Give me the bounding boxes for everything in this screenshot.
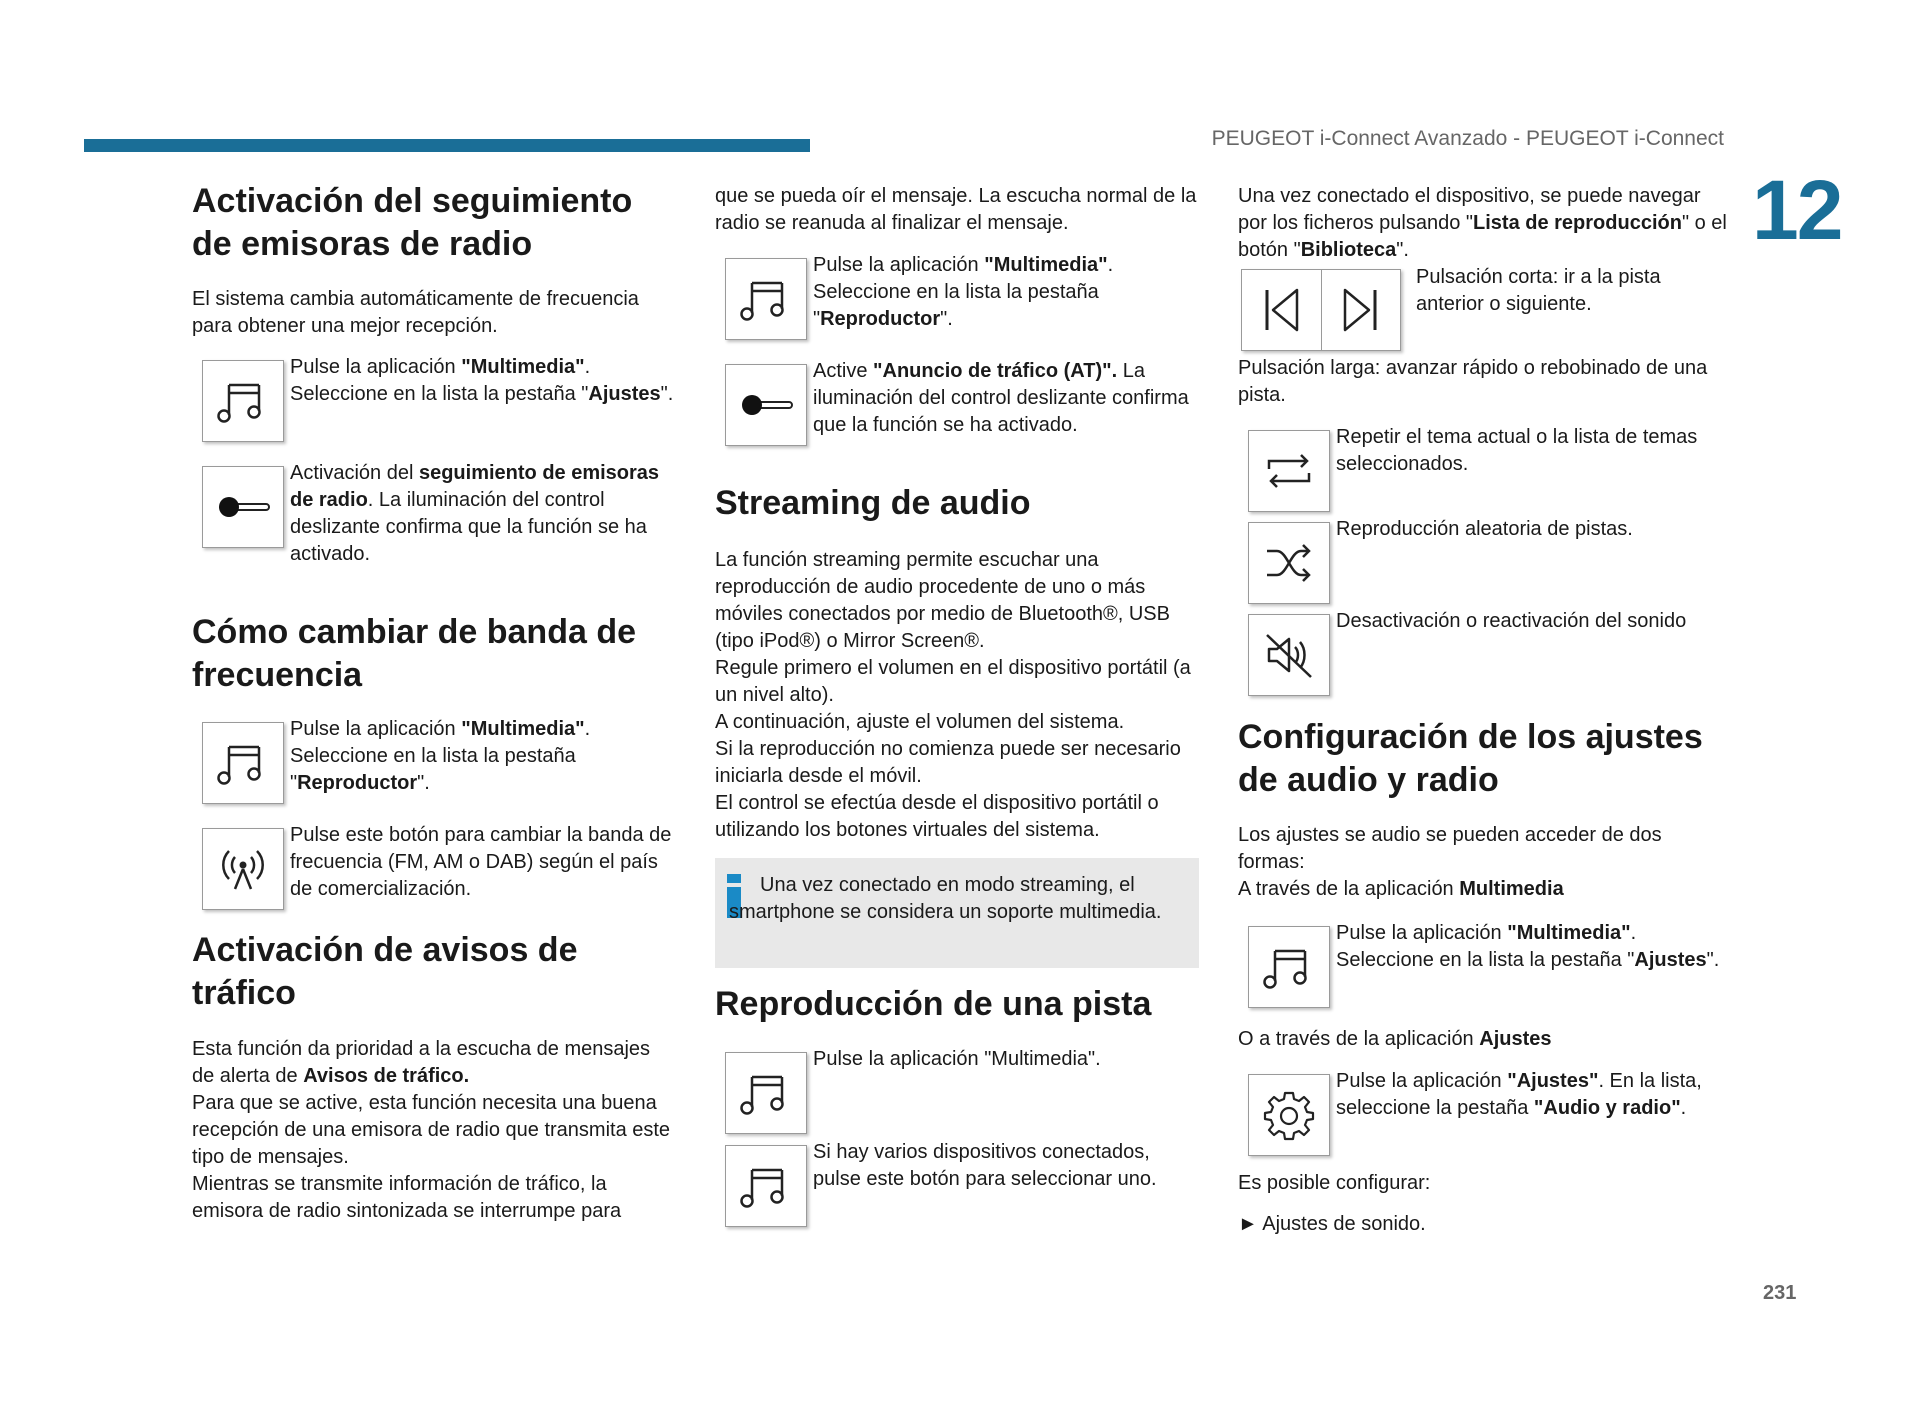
step-band-change: Pulse este botón para cambiar la banda de frecuencia (FM, AM o DAB) según el país de comercialización. <box>290 824 672 900</box>
heading-play-track: Reproducción de una pista <box>715 985 1152 1023</box>
info-box <box>715 858 1199 968</box>
chapter-number: 12 <box>1752 163 1842 257</box>
step-activate-radio-tracking <box>290 460 675 568</box>
header-accent-bar <box>84 139 810 152</box>
bold-text: Avisos de tráfico. <box>303 1065 470 1087</box>
shuffle-icon <box>1261 535 1317 591</box>
select-device-button[interactable] <box>725 1145 807 1227</box>
paragraph-traffic-continued: que se pueda oír el mensaje. La escucha normal de la radio se reanuda al finalizar el mensaje. <box>715 185 1197 234</box>
text: Pulse la aplicación <box>1336 922 1508 944</box>
step-settings-audio-radio <box>1336 1068 1721 1122</box>
previous-track-icon <box>1253 282 1309 338</box>
step-select-device: Si hay varios dispositivos conectados, pulse este botón para seleccionar uno. <box>813 1141 1157 1190</box>
bullet-arrow-icon: ► <box>1238 1213 1258 1235</box>
multimedia-app-button[interactable] <box>725 258 807 340</box>
text: . Seleccione en la lista la pestaña " <box>290 356 591 405</box>
paragraph-traffic-3: Mientras se transmite información de tráfico, la emisora de radio sintonizada se interrumpe para <box>192 1173 622 1222</box>
running-header: PEUGEOT i-Connect Avanzado - PEUGEOT i-Connect <box>1211 127 1724 150</box>
bold-text: "Ajustes" <box>1507 1070 1599 1092</box>
step-multimedia-ajustes <box>290 354 675 408</box>
short-press-text: Pulsación corta: ir a la pista anterior o siguiente. <box>1416 266 1661 315</box>
bold-text: "Multimedia" <box>461 356 585 378</box>
paragraph-traffic-2: Para que se active, esta función necesita una buena recepción de una emisora de radio que transmita este tipo de mensajes. <box>192 1092 671 1168</box>
text: Esta función da prioridad a la escucha de mensajes de alerta de <box>192 1038 651 1087</box>
heading-audio-streaming: Streaming de audio <box>715 484 1031 522</box>
paragraph-radio-tracking-intro: El sistema cambia automáticamente de frecuencia para obtener una mejor recepción. <box>192 288 639 337</box>
next-track-button[interactable] <box>1321 270 1401 350</box>
repeat-icon <box>1261 443 1317 499</box>
music-note-icon <box>738 1158 794 1214</box>
paragraph-streaming-1: La función streaming permite escuchar una reproducción de audio procedente de uno o más móviles conectados por medio de Bluetooth®, USB (tipo iPod®) o Mirror Screen®. <box>715 549 1170 652</box>
text: La iluminación del control deslizante confirma que la función se ha activado. <box>813 360 1189 436</box>
paragraph-settings-intro: Los ajustes se audio se pueden acceder de dos formas: <box>1238 824 1662 873</box>
paragraph-browse-files <box>1238 183 1728 264</box>
bullet-sound-settings <box>1238 1211 1723 1238</box>
step-multimedia-reproductor <box>290 716 675 797</box>
paragraph-via-settings <box>1238 1026 1723 1053</box>
heading-audio-radio-settings: Configuración de los ajustes de audio y radio <box>1238 718 1703 799</box>
text: Active <box>813 360 874 382</box>
text: . Seleccione en la lista la pestaña " <box>813 254 1114 330</box>
text: Pulse la aplicación <box>813 254 985 276</box>
music-note-icon <box>215 735 271 791</box>
text: . En la lista, seleccione la pestaña <box>1336 1070 1702 1119</box>
mute-text: Desactivación o reactivación del sonido <box>1336 610 1687 632</box>
bold-text: "Audio y radio" <box>1533 1097 1681 1119</box>
track-navigation-buttons <box>1241 269 1401 351</box>
music-note-icon <box>738 271 794 327</box>
text: ". <box>1396 239 1409 261</box>
text: . La iluminación del control deslizante confirma que la función se ha activado. <box>290 489 647 565</box>
multimedia-app-button[interactable] <box>202 360 284 442</box>
bold-text: Multimedia <box>1459 878 1564 900</box>
radio-antenna-icon <box>215 841 271 897</box>
heading-traffic-alerts: Activación de avisos de tráfico <box>192 931 578 1012</box>
mute-button[interactable] <box>1248 614 1330 696</box>
text: Activación del <box>290 462 419 484</box>
bold-text: Ajustes <box>588 383 661 405</box>
step-multimedia-reproductor <box>813 252 1198 333</box>
step-multimedia: Pulse la aplicación "Multimedia". <box>813 1048 1101 1070</box>
music-note-icon <box>1261 939 1317 995</box>
music-note-icon <box>215 373 271 429</box>
text: Una vez conectado el dispositivo, se puede navegar por los ficheros pulsando " <box>1238 185 1701 234</box>
bold-text: "Multimedia" <box>461 718 585 740</box>
paragraph-via-multimedia <box>1238 876 1723 903</box>
paragraph-streaming-2: Regule primero el volumen en el dispositivo portátil (a un nivel alto). <box>715 657 1191 706</box>
paragraph-streaming-3: A continuación, ajuste el volumen del sistema. <box>715 711 1125 733</box>
text: Pulse la aplicación <box>1336 1070 1508 1092</box>
settings-app-button[interactable] <box>1248 1074 1330 1156</box>
repeat-button[interactable] <box>1248 430 1330 512</box>
music-note-icon <box>738 1065 794 1121</box>
multimedia-app-button[interactable] <box>1248 926 1330 1008</box>
text: Pulse la aplicación <box>290 718 462 740</box>
text: ". <box>1706 949 1720 971</box>
long-press-text: Pulsación larga: avanzar rápido o rebobinado de una pista. <box>1238 357 1708 406</box>
gear-icon <box>1261 1087 1317 1143</box>
band-change-button[interactable] <box>202 828 284 910</box>
paragraph-streaming-4: Si la reproducción no comienza puede ser necesario iniciarla desde el móvil. <box>715 738 1181 787</box>
bold-text: seguimiento de emisoras de radio <box>290 462 660 511</box>
text: . Seleccione en la lista la pestaña " <box>1336 922 1637 971</box>
traffic-announcement-toggle[interactable] <box>725 364 807 446</box>
text: A través de la aplicación <box>1238 878 1460 900</box>
text: " o el botón " <box>1238 212 1727 261</box>
text: Pulse la aplicación <box>290 356 462 378</box>
text: ". <box>660 383 674 405</box>
radio-tracking-toggle[interactable] <box>202 466 284 548</box>
slider-toggle-icon <box>215 479 271 535</box>
bold-text: Ajustes <box>1479 1028 1552 1050</box>
step-activate-traffic-announcement <box>813 358 1198 439</box>
heading-change-band: Cómo cambiar de banda de frecuencia <box>192 613 636 694</box>
info-text: Una vez conectado en modo streaming, el smartphone se considera un soporte multimedia. <box>729 874 1162 923</box>
multimedia-app-button[interactable] <box>202 722 284 804</box>
next-track-icon <box>1333 282 1389 338</box>
paragraph-configurable: Es posible configurar: <box>1238 1172 1431 1194</box>
page-number: 231 <box>1763 1282 1797 1304</box>
text: . Seleccione en la lista la pestaña " <box>290 718 591 794</box>
bold-text: "Multimedia" <box>984 254 1108 276</box>
bold-text: Biblioteca <box>1300 239 1397 261</box>
bold-text: Lista de reproducción <box>1473 212 1682 234</box>
text: . <box>1680 1097 1687 1119</box>
shuffle-text: Reproducción aleatoria de pistas. <box>1336 518 1633 540</box>
mute-icon <box>1261 627 1317 683</box>
paragraph-streaming-5: El control se efectúa desde el dispositivo portátil o utilizando los botones virtuales del sistema. <box>715 792 1159 841</box>
previous-track-button[interactable] <box>1242 270 1321 350</box>
slider-toggle-icon <box>738 377 794 433</box>
bold-text: Ajustes <box>1634 949 1707 971</box>
repeat-text: Repetir el tema actual o la lista de temas seleccionados. <box>1336 426 1698 475</box>
bold-text: Reproductor <box>820 308 941 330</box>
bullet-text: Ajustes de sonido. <box>1262 1213 1426 1235</box>
multimedia-app-button[interactable] <box>725 1052 807 1134</box>
shuffle-button[interactable] <box>1248 522 1330 604</box>
bold-text: "Anuncio de tráfico (AT)". <box>873 360 1118 382</box>
text: ". <box>940 308 953 330</box>
text: O a través de la aplicación <box>1238 1028 1480 1050</box>
paragraph-traffic-1 <box>192 1036 677 1090</box>
heading-radio-tracking: Activación del seguimiento de emisoras de radio <box>192 182 633 263</box>
step-multimedia-ajustes <box>1336 920 1721 974</box>
text: ". <box>417 772 430 794</box>
bold-text: Reproductor <box>297 772 418 794</box>
bold-text: "Multimedia" <box>1507 922 1631 944</box>
